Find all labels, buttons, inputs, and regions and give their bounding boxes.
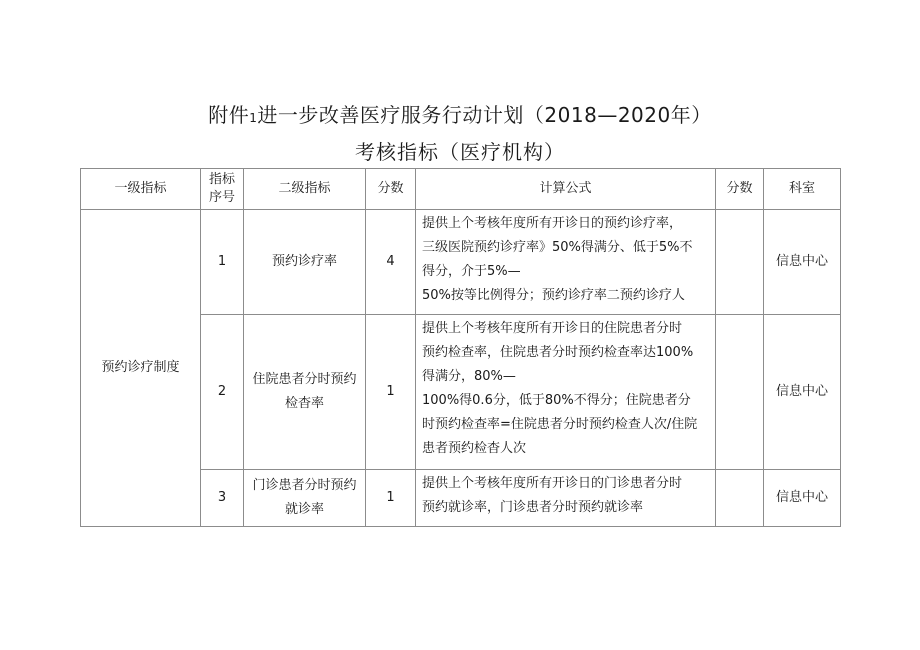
title-attachment-number: 1 xyxy=(249,111,258,125)
level2-cell xyxy=(244,210,366,315)
formula-line: 得满分，80%— xyxy=(422,369,516,384)
formula-cell xyxy=(416,315,716,470)
seq-cell: 1 xyxy=(201,210,244,315)
score2-cell xyxy=(716,470,764,527)
header-score: 分数 xyxy=(366,169,416,210)
level2-line1: 住院患者分时预约 xyxy=(252,372,357,387)
level2-line2: 检杳率 xyxy=(284,396,324,411)
formula-line: 提供上个考核年度所有开诊日的门诊患者分时 xyxy=(422,476,683,491)
formula-line: 提供上个考核年度所有开诊日的住院患者分时 xyxy=(422,321,683,336)
seq-cell: 2 xyxy=(201,315,244,470)
score-cell: 1 xyxy=(366,470,416,527)
document-title xyxy=(0,100,920,167)
header-row xyxy=(81,169,841,210)
score2-cell xyxy=(716,315,764,470)
formula-line: 提供上个考核年度所有开诊日的预约诊疗率， xyxy=(422,216,683,231)
formula-line: 时预约检查率=住院患者分时预约检查人次/住院 xyxy=(422,417,698,432)
dept-cell: 信息中心 xyxy=(764,210,841,315)
formula-line: 得分，介于5%— xyxy=(422,264,521,279)
level2-line1: 预约诊疗率 xyxy=(271,254,337,269)
header-seq xyxy=(201,169,244,210)
level1-cell: 预约诊疗制度 xyxy=(81,210,201,527)
dept-cell: 信息中心 xyxy=(764,315,841,470)
formula-line: 预约就诊率，门诊患者分时预约就诊率 xyxy=(422,500,644,515)
formula-line: 患者预约检杳人次 xyxy=(422,441,527,456)
table-row xyxy=(81,210,841,315)
score-cell: 4 xyxy=(366,210,416,315)
level2-line2: 就诊率 xyxy=(284,502,324,517)
header-seq-line2: 序号 xyxy=(208,190,235,205)
header-level2: 二级指标 xyxy=(244,169,366,210)
title-main: 进一步改善医疗服务行动计划（2018—2020年） xyxy=(257,103,712,127)
formula-line: 三级医院预约诊疗率》50%得满分、低于5%不 xyxy=(422,240,693,255)
level2-cell xyxy=(244,315,366,470)
header-score-2: 分数 xyxy=(716,169,764,210)
level2-line1: 门诊患者分时预约 xyxy=(252,478,357,493)
title-line-2: 考核指标（医疗机构） xyxy=(355,140,565,164)
score-cell: 1 xyxy=(366,315,416,470)
header-formula: 计算公式 xyxy=(416,169,716,210)
formula-line: 50%按等比例得分；预约诊疗率二预约诊疗人 xyxy=(422,288,685,303)
formula-line: 预约检查率，住院患者分时预约检查率达100% xyxy=(422,345,694,360)
formula-cell xyxy=(416,210,716,315)
formula-cell xyxy=(416,470,716,527)
formula-line: 100%得0.6分，低于80%不得分；住院患者分 xyxy=(422,393,691,408)
header-dept: 科室 xyxy=(764,169,841,210)
seq-cell: 3 xyxy=(201,470,244,527)
level2-cell xyxy=(244,470,366,527)
title-prefix: 附件 xyxy=(208,103,250,127)
title-line-1 xyxy=(0,100,920,133)
dept-cell: 信息中心 xyxy=(764,470,841,527)
assessment-table xyxy=(80,168,841,527)
header-seq-line1: 指标 xyxy=(208,172,235,187)
header-level1: 一级指标 xyxy=(81,169,201,210)
score2-cell xyxy=(716,210,764,315)
